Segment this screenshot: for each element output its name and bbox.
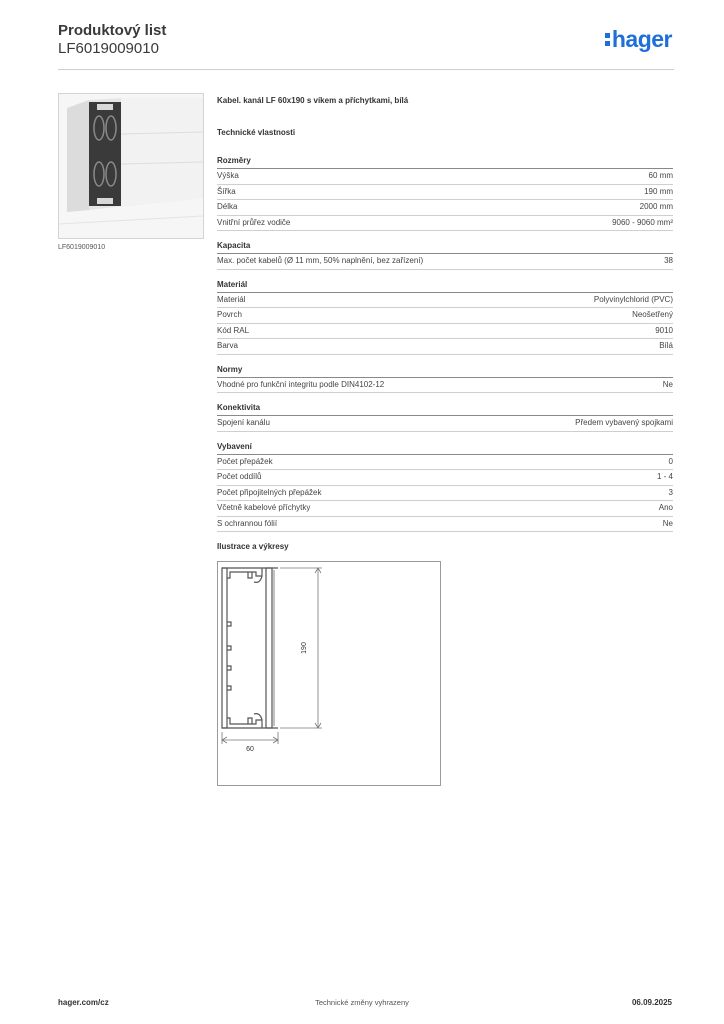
document-title: Produktový list — [58, 22, 167, 39]
spec-value: 38 — [664, 256, 673, 265]
spec-value: 190 mm — [644, 186, 673, 196]
spec-value: 9010 — [655, 325, 673, 335]
specifications — [217, 96, 673, 540]
spec-label: Max. počet kabelů (Ø 11 mm, 50% naplnění, bez zařízení) — [217, 256, 424, 265]
spec-row — [217, 254, 673, 270]
logo-colon-icon — [605, 31, 610, 47]
spec-label: Včetně kabelové příchytky — [217, 503, 311, 512]
spec-section — [217, 154, 673, 231]
spec-section — [217, 278, 673, 355]
spec-row — [217, 216, 673, 232]
spec-row — [217, 517, 673, 533]
dimension-height-label: 190 — [301, 642, 308, 654]
section-title: Konektivita — [217, 401, 673, 416]
technical-properties-heading: Technické vlastnosti — [217, 128, 296, 137]
drawings-heading: Ilustrace a výkresy — [217, 542, 289, 551]
spec-label: Počet oddílů — [217, 472, 262, 481]
spec-value: 0 — [668, 456, 673, 466]
spec-section — [217, 401, 673, 432]
spec-section — [217, 440, 673, 533]
section-title: Materiál — [217, 278, 673, 293]
spec-row — [217, 470, 673, 486]
spec-value: Ne — [662, 518, 673, 528]
product-title: Kabel. kanál LF 60x190 s víkem a příchytkami, bílá — [217, 96, 409, 105]
section-title: Vybavení — [217, 440, 673, 455]
spec-label: S ochrannou fólií — [217, 518, 278, 528]
spec-label: Spojení kanálu — [217, 418, 270, 427]
spec-value: Ano — [658, 503, 673, 512]
logo-text: hager — [611, 26, 672, 52]
spec-label: Materiál — [217, 294, 246, 304]
spec-row — [217, 308, 673, 324]
spec-sections — [217, 154, 673, 532]
spec-value: 60 mm — [648, 171, 673, 180]
spec-section — [217, 239, 673, 270]
footer-date: 06.09.2025 — [631, 998, 672, 1007]
spec-row — [217, 293, 673, 309]
cross-section-drawing-icon — [218, 562, 440, 785]
cable-trunking-photo-icon — [59, 94, 203, 238]
product-code: LF6019009010 — [58, 40, 159, 57]
spec-label: Kód RAL — [217, 325, 250, 335]
spec-row — [217, 169, 673, 185]
spec-value: Neošetřený — [632, 310, 673, 319]
section-title: Normy — [217, 363, 673, 378]
spec-row — [217, 378, 673, 394]
spec-label: Délka — [217, 202, 238, 211]
spec-value: Bílá — [659, 341, 673, 350]
section-title: Rozměry — [217, 154, 673, 169]
spec-label: Počet připojitelných přepážek — [217, 487, 322, 497]
spec-label: Výška — [217, 171, 239, 180]
technical-drawing — [217, 561, 441, 786]
spec-row — [217, 200, 673, 216]
spec-value: 1 - 4 — [656, 472, 673, 481]
spec-label: Vhodné pro funkční integritu podle DIN4102-12 — [217, 379, 385, 389]
product-photo — [58, 93, 204, 239]
spec-value: 9060 - 9060 mm² — [612, 217, 673, 227]
page-header — [58, 22, 674, 70]
spec-value: Předem vybavený spojkami — [575, 418, 673, 427]
footer-notice: Technické změny vyhrazeny — [315, 998, 409, 1007]
dimension-width-label: 60 — [246, 746, 254, 753]
spec-row — [217, 455, 673, 471]
photo-caption: LF6019009010 — [58, 244, 106, 251]
spec-value: Polyvinylchlorid (PVC) — [593, 294, 673, 304]
spec-label: Počet přepážek — [217, 456, 273, 466]
spec-label: Šířka — [217, 186, 236, 196]
section-title: Kapacita — [217, 239, 673, 254]
footer-website-link[interactable]: hager.com/cz — [58, 998, 109, 1007]
spec-section — [217, 363, 673, 394]
spec-row — [217, 486, 673, 502]
hager-logo — [605, 26, 672, 53]
spec-row — [217, 501, 673, 517]
spec-row — [217, 416, 673, 432]
spec-value: Ne — [662, 379, 673, 389]
spec-row — [217, 324, 673, 340]
spec-row — [217, 185, 673, 201]
spec-value: 3 — [668, 487, 673, 497]
spec-label: Vnitřní průřez vodiče — [217, 217, 291, 227]
spec-label: Barva — [217, 341, 238, 350]
spec-value: 2000 mm — [639, 202, 673, 211]
spec-row — [217, 339, 673, 355]
spec-label: Povrch — [217, 310, 242, 319]
